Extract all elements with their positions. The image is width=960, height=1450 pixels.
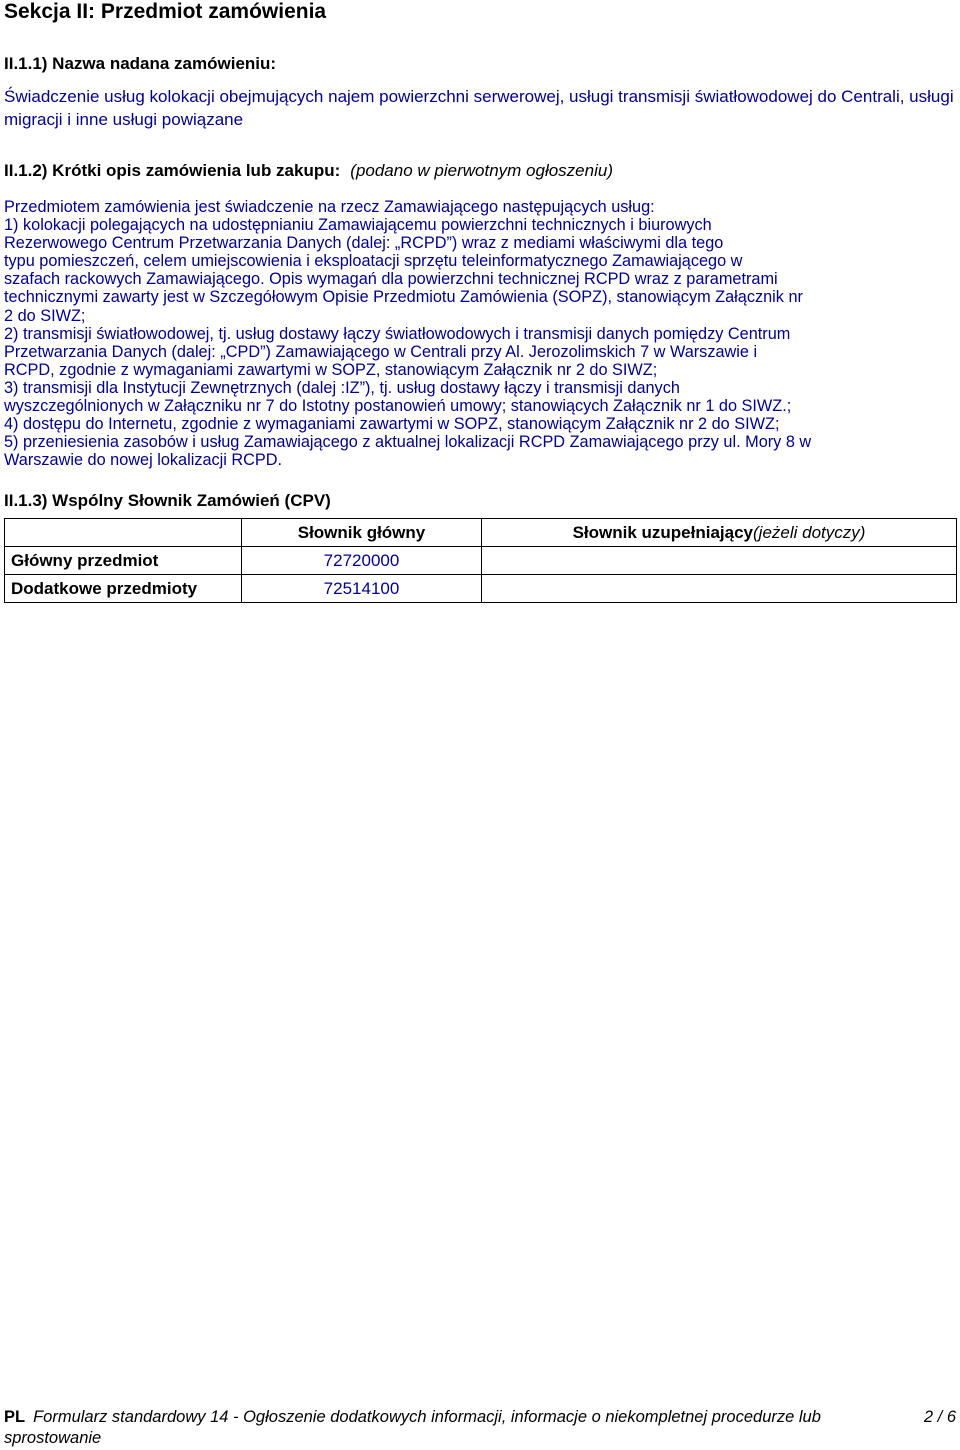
desc-line: 5) przeniesienia zasobów i usług Zamawiającego z aktualnej lokalizacji RCPD Zamawiającego przy ul. Mory 8 w	[4, 433, 812, 452]
cpv-row-label: Główny przedmiot	[5, 547, 242, 575]
footer-form-title: Formularz standardowy 14 - Ogłoszenie dodatkowych informacji, informacje o niekompletnej procedurze lub	[33, 1408, 821, 1426]
cpv-heading: II.1.3) Wspólny Słownik Zamówień (CPV)	[4, 491, 331, 510]
cpv-table	[4, 518, 957, 603]
cpv-col-supp-label: Słownik uzupełniający	[572, 522, 753, 542]
desc-line: 3) transmisji dla Instytucji Zewnętrznych (dalej :IZ”), tj. usług dostawy łączy i transmisji danych	[4, 378, 680, 397]
page-number: 2 / 6	[923, 1408, 956, 1426]
desc-line: 1) kolokacji polegających na udostępnianiu Zamawiającemu powierzchni technicznych i biurowych	[4, 216, 712, 235]
contract-name: Świadczenie usług kolokacji obejmujących najem powierzchni serwerowej, usługi transmisji światłowodowej do Centrali, usługi migracji i inne usługi powiązane	[4, 87, 954, 129]
cpv-header-row	[5, 519, 957, 547]
table-row	[5, 547, 957, 575]
desc-line: technicznymi zawarty jest w Szczegółowym Opisie Przedmiotu Zamówienia (SOPZ), stanowiącym Załącznik nr	[4, 288, 803, 307]
cpv-main-code: 72720000	[242, 547, 482, 575]
short-desc-note: (podano w pierwotnym ogłoszeniu)	[350, 161, 613, 180]
cpv-col-supp-note: (jeżeli dotyczy)	[753, 522, 866, 542]
desc-line: RCPD, zgodnie z wymaganiami zawartymi w SOPZ, stanowiącym Załącznik nr 2 do SIWZ;	[4, 360, 658, 379]
footer-lang: PL	[4, 1408, 26, 1426]
short-desc-heading-label: II.1.2) Krótki opis zamówienia lub zakupu:	[4, 161, 341, 180]
cpv-supp-code	[482, 547, 957, 575]
section-title: Sekcja II: Przedmiot zamówienia	[4, 0, 327, 23]
cpv-main-code: 72514100	[242, 575, 482, 603]
desc-line: Rezerwowego Centrum Przetwarzania Danych (dalej: „RCPD”) wraz z mediami właściwymi dla tego	[4, 234, 724, 253]
table-row	[5, 575, 957, 603]
cpv-header-empty	[5, 519, 242, 547]
desc-line: Przedmiotem zamówienia jest świadczenie na rzecz Zamawiającego następujących usług:	[4, 198, 655, 216]
cpv-row-label: Dodatkowe przedmioty	[5, 575, 242, 603]
cpv-supp-code	[482, 575, 957, 603]
short-desc-heading	[4, 161, 613, 181]
page-footer	[4, 1407, 956, 1449]
desc-line: 2 do SIWZ;	[4, 306, 86, 325]
desc-line: Przetwarzania Danych (dalej: „CPD”) Zamawiającego w Centrali przy Al. Jerozolimskich 7 w Warszawie i	[4, 342, 758, 361]
footer-line-2: sprostowanie	[4, 1429, 102, 1447]
desc-line: 4) dostępu do Internetu, zgodnie z wymaganiami zawartymi w SOPZ, stanowiącym Załącznik nr 2 do SIWZ;	[4, 415, 780, 434]
short-description	[4, 198, 956, 469]
name-heading: II.1.1) Nazwa nadana zamówieniu:	[4, 54, 277, 73]
cpv-col-supp	[482, 519, 957, 547]
desc-line: wyszczególnionych w Załączniku nr 7 do Istotny postanowień umowy; stanowiących Załącznik nr 1 do SIWZ.;	[4, 397, 792, 416]
desc-line: szafach rackowych Zamawiającego. Opis wymagań dla powierzchni technicznej RCPD wraz z parametrami	[4, 270, 778, 289]
cpv-col-main: Słownik główny	[242, 519, 482, 547]
desc-line: Warszawie do nowej lokalizacji RCPD.	[4, 451, 283, 470]
desc-line: typu pomieszczeń, celem umiejscowienia i eksploatacji sprzętu teleinformatycznego Zamawiającego w	[4, 252, 743, 271]
desc-line: 2) transmisji światłowodowej, tj. usług dostawy łączy światłowodowych i transmisji danych pomiędzy Centrum	[4, 324, 791, 343]
footer-line-1	[4, 1407, 956, 1428]
